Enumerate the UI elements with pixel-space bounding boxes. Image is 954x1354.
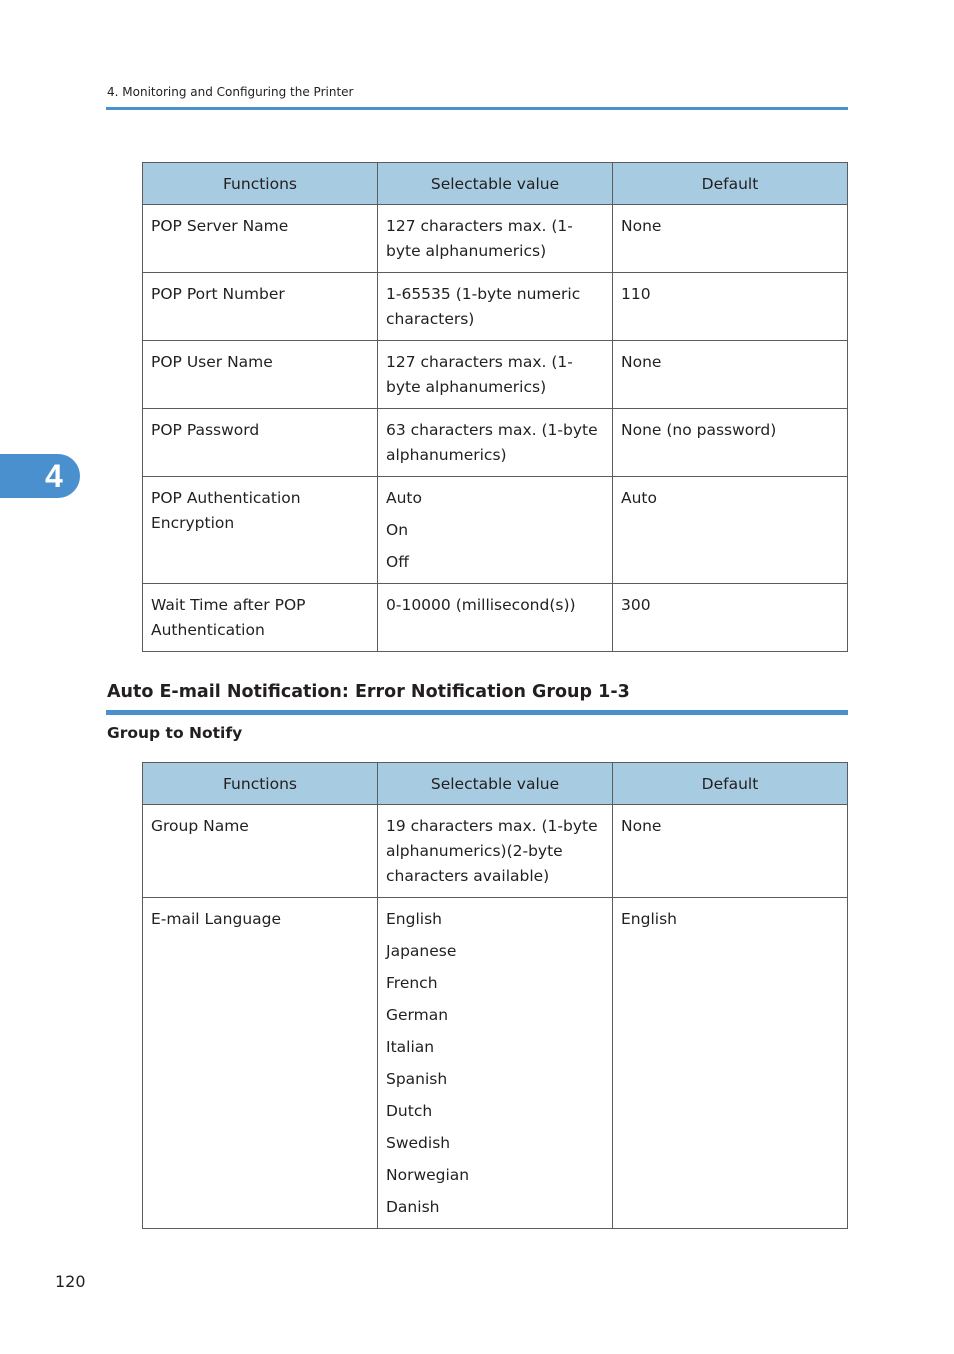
selectable-value-item: Japanese bbox=[386, 942, 457, 960]
column-header-selectable-value: Selectable value bbox=[378, 163, 613, 205]
table-row bbox=[143, 273, 848, 341]
running-header: 4. Monitoring and Configuring the Printer bbox=[107, 85, 354, 99]
selectable-value-item: Danish bbox=[386, 1198, 440, 1216]
selectable-value-item: English bbox=[386, 910, 442, 928]
selectable-value-item: Swedish bbox=[386, 1134, 451, 1152]
selectable-value-item: Dutch bbox=[386, 1102, 433, 1120]
cell-function: POP Authentication Encryption bbox=[143, 477, 378, 584]
header-rule bbox=[106, 107, 848, 110]
column-header-functions: Functions bbox=[143, 163, 378, 205]
section-title: Auto E-mail Notification: Error Notification Group 1-3 bbox=[107, 682, 630, 702]
table-header-row bbox=[143, 163, 848, 205]
cell-default: English bbox=[613, 898, 848, 1229]
cell-function: POP Port Number bbox=[143, 273, 378, 341]
cell-selectable-value bbox=[378, 409, 613, 477]
cell-selectable-value bbox=[378, 273, 613, 341]
selectable-value-item: 127 characters max. (1-byte alphanumerics) bbox=[386, 217, 573, 260]
column-header-selectable-value: Selectable value bbox=[378, 763, 613, 805]
cell-function: Group Name bbox=[143, 805, 378, 898]
chapter-tab bbox=[0, 454, 80, 498]
cell-default: None bbox=[613, 205, 848, 273]
table-row bbox=[143, 477, 848, 584]
cell-default: None (no password) bbox=[613, 409, 848, 477]
selectable-value-item: 0-10000 (millisecond(s)) bbox=[386, 596, 576, 614]
group-to-notify-table bbox=[142, 762, 848, 1229]
cell-function: POP User Name bbox=[143, 341, 378, 409]
cell-function: Wait Time after POP Authentication bbox=[143, 584, 378, 652]
selectable-value-item: Auto bbox=[386, 489, 422, 507]
table-row bbox=[143, 898, 848, 1229]
selectable-value-item: 127 characters max. (1-byte alphanumerics) bbox=[386, 353, 573, 396]
column-header-default: Default bbox=[613, 163, 848, 205]
selectable-value-item: 63 characters max. (1-byte alphanumerics) bbox=[386, 421, 598, 464]
cell-function: E-mail Language bbox=[143, 898, 378, 1229]
cell-selectable-value bbox=[378, 205, 613, 273]
table-header-row bbox=[143, 763, 848, 805]
cell-default: 110 bbox=[613, 273, 848, 341]
table-row bbox=[143, 409, 848, 477]
selectable-value-item: Off bbox=[386, 553, 409, 571]
selectable-value-item: Spanish bbox=[386, 1070, 448, 1088]
cell-default: None bbox=[613, 805, 848, 898]
table-row bbox=[143, 205, 848, 273]
cell-default: Auto bbox=[613, 477, 848, 584]
selectable-value-item: German bbox=[386, 1006, 449, 1024]
table-row bbox=[143, 584, 848, 652]
selectable-value-item: French bbox=[386, 974, 438, 992]
selectable-value-item: 1-65535 (1-byte numeric characters) bbox=[386, 285, 581, 328]
selectable-value-item: On bbox=[386, 521, 409, 539]
pop-settings-table bbox=[142, 162, 848, 652]
cell-selectable-value bbox=[378, 477, 613, 584]
cell-selectable-value bbox=[378, 341, 613, 409]
cell-function: POP Password bbox=[143, 409, 378, 477]
cell-selectable-value bbox=[378, 805, 613, 898]
chapter-number: 4 bbox=[45, 458, 63, 494]
cell-selectable-value bbox=[378, 584, 613, 652]
cell-default: None bbox=[613, 341, 848, 409]
selectable-value-item: 19 characters max. (1-byte alphanumerics)(2-byte characters available) bbox=[386, 817, 598, 885]
selectable-value-item: Italian bbox=[386, 1038, 435, 1056]
cell-selectable-value bbox=[378, 898, 613, 1229]
cell-default: 300 bbox=[613, 584, 848, 652]
section-rule bbox=[106, 710, 848, 715]
table-row bbox=[143, 341, 848, 409]
page-number: 120 bbox=[55, 1272, 86, 1291]
cell-function: POP Server Name bbox=[143, 205, 378, 273]
subsection-title: Group to Notify bbox=[107, 724, 243, 742]
column-header-functions: Functions bbox=[143, 763, 378, 805]
selectable-value-item: Norwegian bbox=[386, 1166, 470, 1184]
table-row bbox=[143, 805, 848, 898]
column-header-default: Default bbox=[613, 763, 848, 805]
